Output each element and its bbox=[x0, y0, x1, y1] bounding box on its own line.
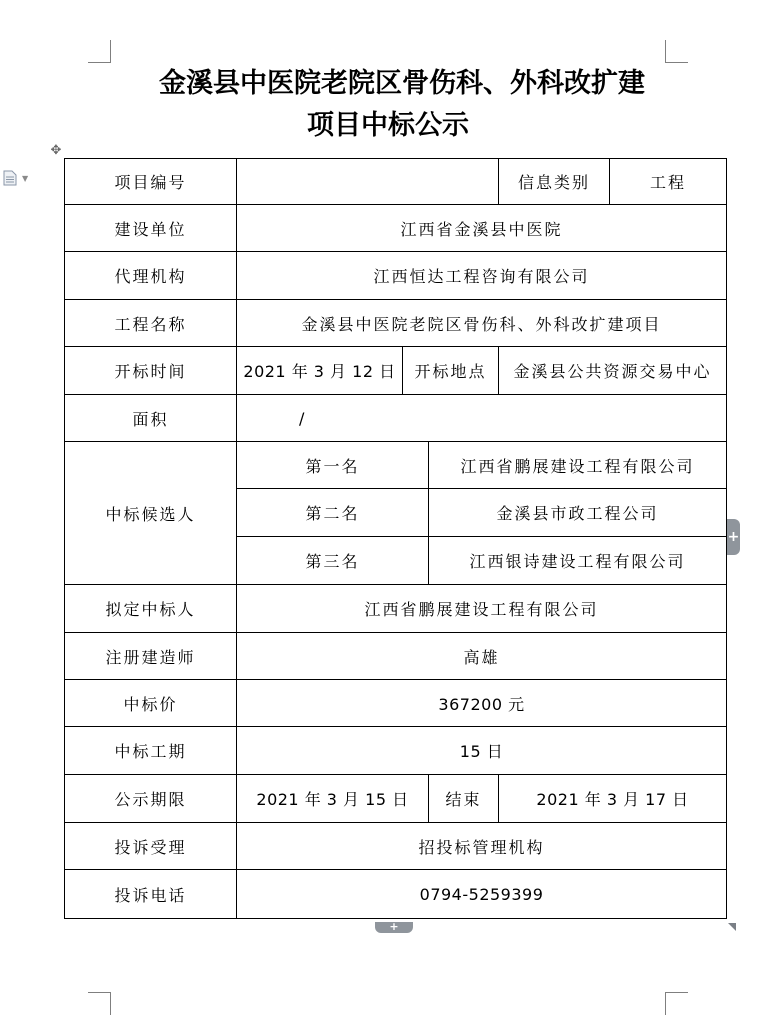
label-open-time: 开标时间 bbox=[65, 347, 237, 395]
table-row bbox=[65, 205, 727, 252]
label-complaint-office: 投诉受理 bbox=[65, 823, 237, 870]
candidate-rank: 第一名 bbox=[237, 442, 429, 489]
label-price: 中标价 bbox=[65, 680, 237, 727]
table-row bbox=[65, 775, 727, 823]
label-period: 公示期限 bbox=[65, 775, 237, 823]
table-row bbox=[65, 442, 727, 489]
table-row bbox=[65, 633, 727, 680]
label-candidates: 中标候选人 bbox=[65, 442, 237, 585]
value-period-end: 2021 年 3 月 17 日 bbox=[499, 775, 727, 823]
crop-mark-top-left bbox=[88, 40, 111, 63]
table-row bbox=[65, 300, 727, 347]
value-agency: 江西恒达工程咨询有限公司 bbox=[237, 252, 727, 300]
label-project-no: 项目编号 bbox=[65, 159, 237, 205]
table-row bbox=[65, 680, 727, 727]
table-row bbox=[65, 727, 727, 775]
document-title-line-1: 金溪县中医院老院区骨伤科、外科改扩建 bbox=[159, 68, 645, 99]
value-project-name: 金溪县中医院老院区骨伤科、外科改扩建项目 bbox=[237, 300, 727, 347]
document-icon[interactable] bbox=[3, 170, 17, 186]
table-resize-icon[interactable] bbox=[727, 922, 737, 932]
crop-mark-bottom-left bbox=[88, 992, 111, 1015]
announcement-table bbox=[64, 158, 727, 919]
candidate-name: 金溪县市政工程公司 bbox=[429, 489, 727, 537]
candidate-name: 江西省鹏展建设工程有限公司 bbox=[429, 442, 727, 489]
candidate-name: 江西银诗建设工程有限公司 bbox=[429, 537, 727, 585]
document-title-line-2: 项目中标公示 bbox=[307, 110, 469, 141]
dropdown-caret-icon[interactable]: ▼ bbox=[22, 174, 29, 183]
label-info-type: 信息类别 bbox=[499, 159, 610, 205]
table-row bbox=[65, 159, 727, 205]
label-builder: 建设单位 bbox=[65, 205, 237, 252]
label-engineer: 注册建造师 bbox=[65, 633, 237, 680]
candidate-rank: 第三名 bbox=[237, 537, 429, 585]
table-row bbox=[65, 395, 727, 442]
label-winner: 拟定中标人 bbox=[65, 585, 237, 633]
label-area: 面积 bbox=[65, 395, 237, 442]
value-project-no bbox=[237, 159, 499, 205]
value-winner: 江西省鹏展建设工程有限公司 bbox=[237, 585, 727, 633]
value-info-type: 工程 bbox=[610, 159, 727, 205]
value-period-start: 2021 年 3 月 15 日 bbox=[237, 775, 429, 823]
value-complaint-phone: 0794-5259399 bbox=[237, 870, 727, 919]
value-area: / bbox=[237, 395, 727, 442]
value-builder: 江西省金溪县中医院 bbox=[237, 205, 727, 252]
value-complaint-office: 招投标管理机构 bbox=[237, 823, 727, 870]
value-engineer: 高雄 bbox=[237, 633, 727, 680]
value-duration: 15 日 bbox=[237, 727, 727, 775]
label-agency: 代理机构 bbox=[65, 252, 237, 300]
label-duration: 中标工期 bbox=[65, 727, 237, 775]
table-row bbox=[65, 347, 727, 395]
table-move-handle-icon[interactable]: ✥ bbox=[50, 143, 62, 158]
crop-mark-top-right bbox=[665, 40, 688, 63]
label-project-name: 工程名称 bbox=[65, 300, 237, 347]
value-price: 367200 元 bbox=[237, 680, 727, 727]
value-open-place: 金溪县公共资源交易中心 bbox=[499, 347, 727, 395]
table-row bbox=[65, 823, 727, 870]
add-row-icon[interactable]: + bbox=[375, 922, 413, 933]
table-row bbox=[65, 870, 727, 919]
crop-mark-bottom-right bbox=[665, 992, 688, 1015]
value-open-time: 2021 年 3 月 12 日 bbox=[237, 347, 403, 395]
table-row bbox=[65, 585, 727, 633]
label-complaint-phone: 投诉电话 bbox=[65, 870, 237, 919]
label-open-place: 开标地点 bbox=[403, 347, 499, 395]
table-row bbox=[65, 252, 727, 300]
label-period-end: 结束 bbox=[429, 775, 499, 823]
candidate-rank: 第二名 bbox=[237, 489, 429, 537]
add-column-icon[interactable]: + bbox=[727, 519, 740, 555]
